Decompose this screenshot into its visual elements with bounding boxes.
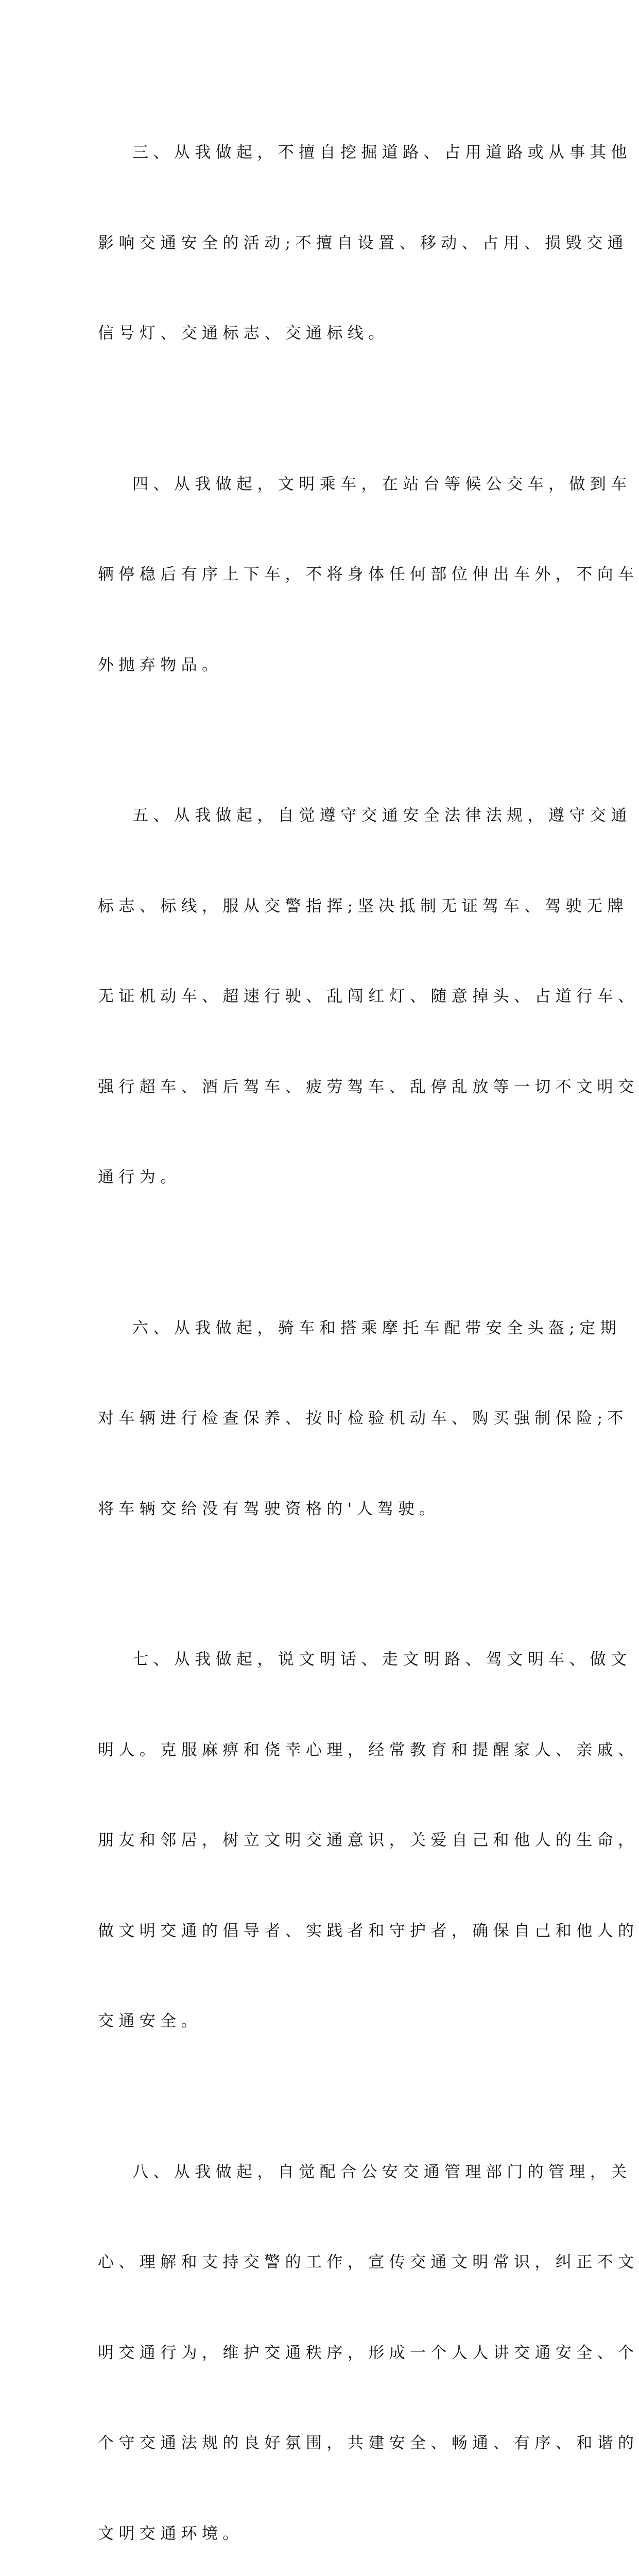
- paragraph-line: 做文明交通的倡导者、实践者和守护者，确保自己和他人的: [98, 1916, 546, 1946]
- paragraph-line: 辆停稳后有序上下车，不将身体任何部位伸出车外，不向车: [98, 560, 546, 590]
- document-body: [98, 77, 546, 2576]
- paragraph-7: [98, 1584, 546, 2097]
- paragraph-6: [98, 1253, 546, 1585]
- paragraph-line: 八、从我做起，自觉配合公安交通管理部门的管理，关: [98, 2157, 546, 2188]
- paragraph-line: 外抛弃物品。: [98, 650, 546, 681]
- paragraph-line: 将车辆交给没有驾驶资格的'人驾驶。: [98, 1494, 546, 1524]
- paragraph-5: [98, 740, 546, 1253]
- paragraph-line: 明交通行为，维护交通秩序，形成一个人人讲交通安全、个: [98, 2338, 546, 2368]
- paragraph-line: 信号灯、交通标志、交通标线。: [98, 318, 546, 349]
- paragraph-line: 交通安全。: [98, 2006, 546, 2037]
- paragraph-line: 四、从我做起，文明乘车，在站台等候公交车，做到车: [98, 469, 546, 500]
- paragraph-line: 个守交通法规的良好氛围，共建安全、畅通、有序、和谐的: [98, 2428, 546, 2459]
- paragraph-8: [98, 2097, 546, 2576]
- paragraph-3: [98, 77, 546, 409]
- paragraph-line: 影响交通安全的活动;不擅自设置、移动、占用、损毁交通: [98, 228, 546, 259]
- paragraph-line: 朋友和邻居，树立文明交通意识，关爱自己和他人的生命，: [98, 1825, 546, 1856]
- paragraph-line: 通行为。: [98, 1162, 546, 1193]
- paragraph-line: 标志、标线，服从交警指挥;坚决抵制无证驾车、驾驶无牌: [98, 891, 546, 922]
- paragraph-line: 五、从我做起，自觉遵守交通安全法律法规，遵守交通: [98, 801, 546, 831]
- paragraph-line: 明人。克服麻痹和侥幸心理，经常教育和提醒家人、亲戚、: [98, 1735, 546, 1766]
- paragraph-line: 六、从我做起，骑车和搭乘摩托车配带安全头盔;定期: [98, 1313, 546, 1344]
- paragraph-line: 强行超车、酒后驾车、疲劳驾车、乱停乱放等一切不文明交: [98, 1072, 546, 1103]
- paragraph-line: 三、从我做起，不擅自挖掘道路、占用道路或从事其他: [98, 138, 546, 168]
- paragraph-line: 无证机动车、超速行驶、乱闯红灯、随意掉头、占道行车、: [98, 981, 546, 1012]
- paragraph-line: 对车辆进行检查保养、按时检验机动车、购买强制保险;不: [98, 1403, 546, 1434]
- paragraph-line: 心、理解和支持交警的工作，宣传交通文明常识，纠正不文: [98, 2247, 546, 2278]
- paragraph-line: 文明交通环境。: [98, 2519, 546, 2549]
- paragraph-line: 七、从我做起，说文明话、走文明路、驾文明车、做文: [98, 1645, 546, 1675]
- document-page: [0, 0, 639, 904]
- paragraph-4: [98, 409, 546, 741]
